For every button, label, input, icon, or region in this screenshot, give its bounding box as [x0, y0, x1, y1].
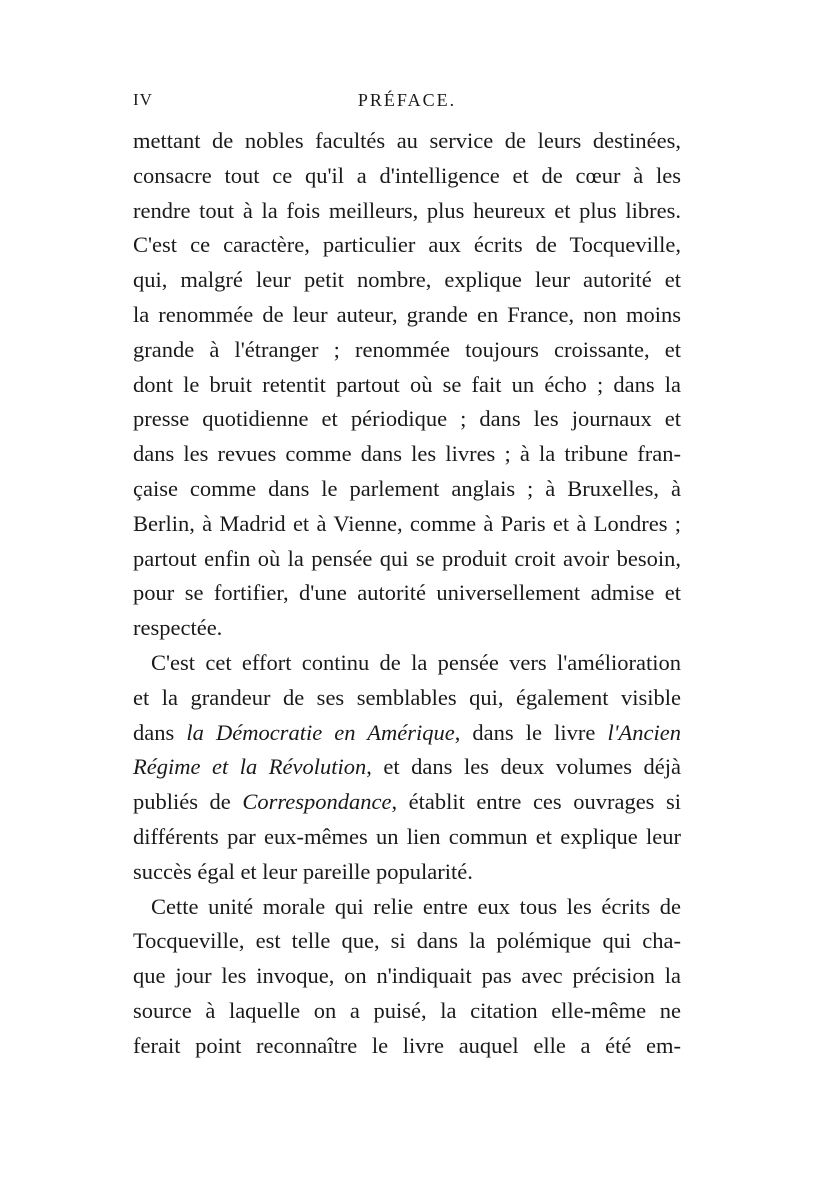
text-segment: et la grandeur de ses semblables qui, également visible	[133, 684, 681, 710]
text-line	[133, 576, 681, 611]
text-segment: C'est cet effort continu de la pensée vers l'amélioration	[151, 649, 681, 675]
text-segment: qui, malgré leur petit nombre, explique leur autorité et	[133, 267, 681, 293]
page-number: IV	[133, 90, 153, 109]
text-segment: partout enfin où la pensée qui se produit croit avoir besoin,	[133, 545, 681, 571]
text-segment: respectée.	[133, 615, 223, 641]
text-line	[133, 716, 681, 751]
text-segment: publiés de	[133, 789, 243, 815]
text-line	[133, 646, 681, 681]
text-line	[133, 611, 681, 646]
text-segment: çaise comme dans le parlement anglais ; à Bruxelles, à	[133, 475, 681, 501]
body-text	[133, 124, 681, 1064]
text-segment: , établit entre ces ouvrages si	[391, 789, 681, 815]
text-segment: C'est ce caractère, particulier aux écrits de Tocqueville,	[133, 232, 681, 258]
text-line	[133, 298, 681, 333]
text-line	[133, 472, 681, 507]
text-segment: presse quotidienne et périodique ; dans les journaux et	[133, 406, 681, 432]
text-segment: pour se fortifier, d'une autorité universellement admise et	[133, 580, 681, 606]
italic-title: Correspondance	[242, 789, 392, 815]
text-line	[133, 959, 681, 994]
text-segment: rendre tout à la fois meilleurs, plus heureux et plus libres.	[133, 197, 681, 223]
text-line	[133, 228, 681, 263]
italic-title: Régime et la Révolution	[133, 754, 367, 780]
text-line	[133, 994, 681, 1029]
text-line	[133, 194, 681, 229]
text-segment: la renommée de leur auteur, grande en France, non moins	[133, 301, 681, 327]
text-segment: , dans le livre	[454, 719, 608, 745]
text-line	[133, 820, 681, 855]
text-segment: consacre tout ce qu'il a d'intelligence et de cœur à les	[133, 162, 681, 188]
text-line	[133, 368, 681, 403]
text-line	[133, 855, 681, 890]
running-title: PRÉFACE.	[357, 90, 457, 110]
text-segment: source à laquelle on a puisé, la citation elle-même ne	[133, 997, 681, 1023]
text-line	[133, 785, 681, 820]
text-segment: ferait point reconnaître le livre auquel elle a été em-	[133, 1032, 681, 1058]
text-line	[133, 924, 681, 959]
text-line	[133, 750, 681, 785]
text-segment: dont le bruit retentit partout où se fait un écho ; dans la	[133, 371, 681, 397]
text-line	[133, 542, 681, 577]
text-segment: Cette unité morale qui relie entre eux tous les écrits de	[151, 893, 681, 919]
text-line	[133, 1029, 681, 1064]
text-line	[133, 437, 681, 472]
text-line	[133, 890, 681, 925]
text-line	[133, 507, 681, 542]
italic-title: la Démocratie en Amérique	[186, 719, 455, 745]
text-segment: mettant de nobles facultés au service de leurs destinées,	[133, 128, 681, 153]
page-header	[133, 90, 681, 114]
text-line	[133, 159, 681, 194]
text-line	[133, 681, 681, 716]
text-segment: dans	[133, 719, 187, 745]
text-segment: Berlin, à Madrid et à Vienne, comme à Paris et à Londres ;	[133, 510, 681, 536]
text-segment: succès égal et leur pareille popularité.	[133, 858, 473, 884]
text-segment: dans les revues comme dans les livres ; à la tribune fran-	[133, 441, 681, 467]
italic-title: l'Ancien	[607, 719, 682, 745]
text-segment: Tocqueville, est telle que, si dans la polémique qui cha-	[133, 928, 681, 954]
text-line	[133, 402, 681, 437]
text-segment: , et dans les deux volumes déjà	[366, 754, 681, 780]
text-line	[133, 263, 681, 298]
text-segment: grande à l'étranger ; renommée toujours croissante, et	[133, 336, 681, 362]
text-segment: différents par eux-mêmes un lien commun et explique leur	[133, 823, 681, 849]
text-segment: que jour les invoque, on n'indiquait pas avec précision la	[133, 963, 681, 989]
text-line	[133, 333, 681, 368]
text-line	[133, 124, 681, 159]
